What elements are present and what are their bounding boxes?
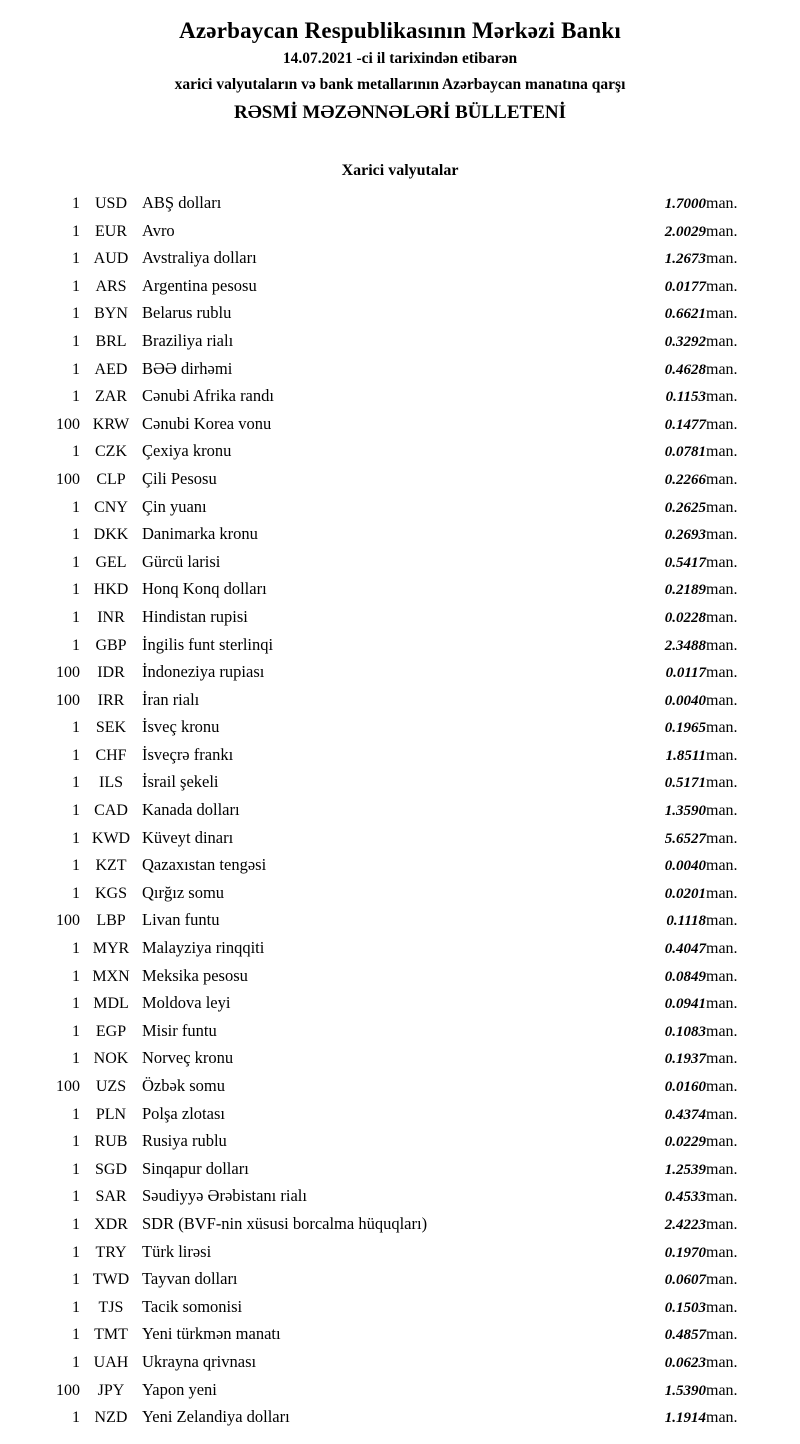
currency-code: HKD: [93, 581, 129, 599]
table-row: [28, 273, 772, 301]
currency-units: 1: [72, 1298, 80, 1316]
currency-units: 1: [72, 360, 80, 378]
rate-unit-label: man.: [706, 829, 738, 847]
currency-rate: 1.8511: [665, 747, 706, 764]
currency-name: İsveç kronu: [142, 717, 220, 737]
currency-code: KZT: [95, 857, 127, 875]
rate-unit-label: man.: [706, 857, 738, 875]
currency-code: CAD: [94, 802, 128, 820]
currency-code: KGS: [94, 884, 127, 902]
table-row: [28, 190, 772, 218]
currency-code: UZS: [95, 1078, 127, 1095]
currency-rate: 0.0040: [664, 692, 706, 709]
currency-code: NOK: [93, 1050, 129, 1068]
currency-name: Yeni Zelandiya dolları: [142, 1407, 290, 1427]
section-title: Xarici valyutalar: [341, 162, 459, 179]
currency-rate: 0.0201: [664, 885, 706, 902]
currency-name: Cənubi Afrika randı: [142, 386, 274, 406]
currency-name: Ukrayna qrivnası: [142, 1351, 257, 1371]
table-row: [28, 521, 772, 549]
rate-unit-label: man.: [706, 1050, 738, 1068]
currency-code: KRW: [92, 415, 130, 433]
currency-units: 1: [72, 332, 80, 350]
currency-name: Qazaxıstan tengəsi: [142, 855, 267, 875]
rate-unit-label: man.: [706, 802, 738, 820]
table-row: [28, 1321, 772, 1349]
currency-rate: 0.4374: [664, 1106, 706, 1123]
currency-name: Argentina pesosu: [142, 275, 257, 295]
table-row: [28, 1377, 772, 1405]
currency-rate: 0.2693: [664, 527, 706, 544]
currency-code: EGP: [95, 1022, 127, 1040]
currency-code: MYR: [92, 940, 130, 958]
currency-code: KWD: [91, 829, 131, 847]
currency-name: Küveyt dinarı: [142, 827, 234, 847]
currency-units: 1: [72, 608, 80, 626]
currency-code: USD: [94, 195, 127, 212]
currency-code: BRL: [95, 332, 127, 350]
rate-unit-label: man.: [706, 470, 738, 488]
currency-code: GBP: [95, 636, 127, 654]
currency-name: Qırğız somu: [142, 882, 225, 902]
currency-rate: 0.0229: [664, 1134, 706, 1151]
rate-unit-label: man.: [706, 332, 738, 350]
currency-units: 1: [72, 1133, 80, 1151]
currency-name: Moldova leyi: [142, 993, 231, 1013]
currency-rate: 0.0941: [664, 996, 706, 1013]
currency-rates-body: [28, 190, 772, 1432]
currency-rates-table: [28, 190, 772, 1432]
currency-code: INR: [97, 608, 125, 626]
currency-units: 1: [72, 526, 80, 544]
rate-unit-label: man.: [706, 940, 738, 958]
currency-rate: 0.2266: [664, 471, 706, 488]
currency-rate: 0.3292: [664, 333, 706, 350]
currency-units: 1: [72, 1243, 80, 1261]
table-row: [28, 880, 772, 908]
currency-code: CLP: [96, 470, 126, 488]
currency-code: TRY: [95, 1243, 127, 1261]
currency-rate: 2.3488: [664, 637, 706, 654]
table-row: [28, 1239, 772, 1267]
table-row: [28, 300, 772, 328]
currency-rate: 1.7000: [664, 196, 706, 212]
currency-rate: 0.0177: [664, 278, 706, 295]
currency-rate: 0.2189: [664, 582, 706, 599]
currency-units: 1: [72, 388, 80, 406]
rate-unit-label: man.: [706, 1326, 738, 1344]
rate-unit-label: man.: [706, 884, 738, 902]
rate-unit-label: man.: [706, 305, 738, 323]
currency-name: Avstraliya dolları: [142, 248, 257, 268]
table-row: [28, 1294, 772, 1322]
currency-code: CHF: [95, 746, 127, 764]
currency-code: ZAR: [95, 388, 127, 406]
currency-rate: 0.5417: [664, 554, 706, 571]
table-row: [28, 1101, 772, 1129]
currency-name: Malayziya rinqqiti: [142, 938, 265, 958]
table-row: [28, 797, 772, 825]
rate-unit-label: man.: [706, 719, 738, 737]
currency-name: Livan funtu: [142, 910, 220, 930]
table-row: [28, 604, 772, 632]
table-row: [28, 769, 772, 797]
currency-code: DKK: [93, 526, 129, 544]
rate-unit-label: man.: [706, 664, 738, 682]
rate-unit-label: man.: [706, 1215, 738, 1233]
currency-name: Yapon yeni: [142, 1379, 217, 1399]
currency-name: Honq Konq dolları: [142, 579, 267, 599]
currency-units: 1: [72, 553, 80, 571]
currency-units: 100: [56, 1078, 80, 1095]
currency-rate: 0.1118: [666, 913, 706, 930]
rate-unit-label: man.: [706, 553, 738, 571]
currency-rate: 0.1965: [664, 720, 706, 737]
table-row: [28, 1404, 772, 1432]
rate-unit-label: man.: [706, 1078, 738, 1095]
currency-units: 1: [72, 305, 80, 323]
currency-name: İran rialı: [142, 689, 200, 709]
currency-units: 1: [72, 719, 80, 737]
currency-rate: 0.4047: [664, 941, 706, 958]
currency-name: Türk lirəsi: [142, 1241, 212, 1261]
subtitle-line-1: xarici valyutaların və bank metallarının Azərbaycan manatına qarşı: [174, 76, 626, 93]
currency-rate: 0.0117: [665, 665, 706, 682]
currency-units: 100: [56, 691, 80, 709]
table-row: [28, 1349, 772, 1377]
currency-rate: 1.5390: [664, 1382, 706, 1399]
currency-code: TJS: [98, 1298, 124, 1316]
currency-code: TWD: [92, 1271, 130, 1289]
rate-unit-label: man.: [706, 691, 738, 709]
currency-code: LBP: [96, 912, 126, 930]
currency-name: ABŞ dolları: [142, 193, 222, 212]
currency-rate: 0.4857: [664, 1327, 706, 1344]
table-row: [28, 659, 772, 687]
table-row: [28, 714, 772, 742]
currency-units: 100: [56, 470, 80, 488]
table-row: [28, 438, 772, 466]
currency-code: TMT: [94, 1326, 128, 1344]
currency-name: BƏƏ dirhəmi: [142, 358, 233, 378]
currency-name: Braziliya rialı: [142, 330, 234, 350]
currency-code: UAH: [93, 1353, 129, 1371]
currency-units: 1: [72, 1022, 80, 1040]
currency-rate: 0.0040: [664, 858, 706, 875]
currency-code: CZK: [95, 443, 127, 461]
currency-rate: 0.0228: [664, 609, 706, 626]
currency-rate: 1.3590: [664, 803, 706, 820]
table-row: [28, 1156, 772, 1184]
currency-units: 1: [72, 1409, 80, 1427]
currency-units: 1: [72, 802, 80, 820]
rate-unit-label: man.: [706, 1133, 738, 1151]
currency-rate: 1.2673: [664, 251, 706, 268]
rate-unit-label: man.: [706, 912, 738, 930]
table-row: [28, 990, 772, 1018]
currency-code: GEL: [95, 553, 127, 571]
currency-code: IDR: [97, 664, 125, 682]
table-row: [28, 852, 772, 880]
rate-unit-label: man.: [706, 608, 738, 626]
table-row: [28, 245, 772, 273]
currency-rate: 0.1937: [664, 1051, 706, 1068]
table-row: [28, 328, 772, 356]
rate-unit-label: man.: [706, 1409, 738, 1427]
subtitle-line-2: RƏSMİ MƏZƏNNƏLƏRİ BÜLLETENİ: [233, 102, 566, 123]
rate-unit-label: man.: [706, 746, 738, 764]
currency-name: SDR (BVF-nin xüsusi borcalma hüquqları): [142, 1213, 428, 1233]
table-row: [28, 494, 772, 522]
table-row: [28, 1211, 772, 1239]
currency-rate: 1.1914: [664, 1410, 706, 1427]
currency-rate: 0.1083: [664, 1023, 706, 1040]
table-row: [28, 356, 772, 384]
rate-unit-label: man.: [706, 1105, 738, 1123]
currency-units: 1: [72, 250, 80, 268]
table-row: [28, 1073, 772, 1101]
document-header: [28, 18, 772, 124]
table-row: [28, 1128, 772, 1156]
currency-units: 100: [56, 912, 80, 930]
currency-units: 1: [72, 884, 80, 902]
rate-unit-label: man.: [706, 1188, 738, 1206]
currency-rate: 0.0160: [664, 1079, 706, 1095]
currency-rate: 0.1153: [665, 389, 706, 406]
currency-units: 1: [72, 443, 80, 461]
rate-unit-label: man.: [706, 1298, 738, 1316]
currency-units: 1: [72, 1271, 80, 1289]
currency-units: 1: [72, 195, 80, 212]
currency-code: EUR: [95, 222, 127, 240]
currency-name: Yeni türkmən manatı: [142, 1324, 281, 1344]
currency-code: SEK: [95, 719, 127, 737]
currency-units: 1: [72, 967, 80, 985]
table-row: [28, 1183, 772, 1211]
currency-name: Misir funtu: [142, 1020, 217, 1040]
table-row: [28, 632, 772, 660]
currency-name: Çin yuanı: [142, 496, 207, 516]
currency-units: 1: [72, 1326, 80, 1344]
table-row: [28, 466, 772, 494]
table-row: [28, 907, 772, 935]
rate-unit-label: man.: [706, 1381, 738, 1399]
rate-unit-label: man.: [706, 360, 738, 378]
currency-name: Özbək somu: [142, 1076, 225, 1095]
currency-code: SAR: [95, 1188, 127, 1206]
currency-name: Norveç kronu: [142, 1048, 234, 1068]
currency-code: ARS: [95, 277, 127, 295]
currency-units: 1: [72, 940, 80, 958]
currency-rate: 2.4223: [664, 1216, 706, 1233]
currency-name: İndoneziya rupiası: [142, 662, 265, 682]
currency-units: 1: [72, 1160, 80, 1178]
bank-name: Azərbaycan Respublikasının Mərkəzi Bankı: [179, 18, 621, 43]
table-row: [28, 963, 772, 991]
rate-unit-label: man.: [706, 277, 738, 295]
currency-name: Sinqapur dolları: [142, 1158, 249, 1178]
currency-name: Polşa zlotası: [142, 1103, 225, 1123]
currency-units: 100: [56, 415, 80, 433]
rate-unit-label: man.: [706, 995, 738, 1013]
table-row: [28, 576, 772, 604]
currency-name: İngilis funt sterlinqi: [142, 634, 274, 654]
currency-rate: 0.1503: [664, 1299, 706, 1316]
currency-code: PLN: [95, 1105, 127, 1123]
rate-unit-label: man.: [706, 526, 738, 544]
currency-code: AED: [94, 360, 128, 378]
table-row: [28, 1018, 772, 1046]
currency-units: 1: [72, 1215, 80, 1233]
currency-name: İsveçrə frankı: [142, 744, 234, 764]
rate-unit-label: man.: [706, 1271, 738, 1289]
currency-units: 1: [72, 581, 80, 599]
currency-units: 1: [72, 1105, 80, 1123]
currency-rate: 0.0781: [664, 444, 706, 461]
currency-code: NZD: [94, 1409, 128, 1427]
currency-rate: 0.1970: [664, 1244, 706, 1261]
rate-unit-label: man.: [706, 443, 738, 461]
rate-unit-label: man.: [706, 498, 738, 516]
currency-units: 1: [72, 829, 80, 847]
currency-rate: 0.0623: [664, 1354, 706, 1371]
table-row: [28, 549, 772, 577]
currency-units: 100: [56, 1381, 80, 1399]
rate-unit-label: man.: [706, 581, 738, 599]
currency-name: Kanada dolları: [142, 800, 240, 820]
rate-unit-label: man.: [706, 1022, 738, 1040]
currency-rate: 0.0849: [664, 968, 706, 985]
currency-name: Tacik somonisi: [142, 1296, 243, 1316]
currency-name: Rusiya rublu: [142, 1131, 227, 1151]
currency-units: 1: [72, 222, 80, 240]
effective-date: 14.07.2021 -ci il tarixindən etibarən: [282, 50, 518, 67]
table-row: [28, 1045, 772, 1073]
rate-unit-label: man.: [706, 415, 738, 433]
currency-units: 1: [72, 857, 80, 875]
table-row: [28, 935, 772, 963]
rate-unit-label: man.: [706, 1160, 738, 1178]
currency-code: JPY: [97, 1381, 125, 1399]
rate-unit-label: man.: [706, 774, 738, 792]
currency-code: CNY: [94, 498, 128, 516]
table-row: [28, 742, 772, 770]
rate-unit-label: man.: [706, 1243, 738, 1261]
currency-units: 1: [72, 277, 80, 295]
currency-units: 1: [72, 1188, 80, 1206]
currency-rate: 1.2539: [664, 1161, 706, 1178]
currency-name: Səudiyyə Ərəbistanı rialı: [142, 1186, 307, 1206]
rate-unit-label: man.: [706, 222, 738, 240]
currency-rate: 0.1477: [664, 416, 706, 433]
currency-rate: 0.4533: [664, 1189, 706, 1206]
currency-units: 1: [72, 1050, 80, 1068]
currency-rate: 5.6527: [664, 830, 706, 847]
table-row: [28, 825, 772, 853]
currency-units: 1: [72, 1353, 80, 1371]
currency-code: BYN: [94, 305, 128, 323]
currency-units: 1: [72, 636, 80, 654]
currency-code: ILS: [99, 774, 123, 792]
currency-name: Danimarka kronu: [142, 524, 258, 544]
table-row: [28, 1266, 772, 1294]
currency-code: IRR: [97, 691, 125, 709]
currency-rate: 0.2625: [664, 499, 706, 516]
currency-name: Çili Pesosu: [142, 468, 217, 488]
currency-units: 100: [56, 664, 80, 682]
currency-code: MXN: [92, 967, 130, 985]
currency-code: RUB: [94, 1133, 128, 1151]
table-row: [28, 383, 772, 411]
table-row: [28, 687, 772, 715]
rate-unit-label: man.: [706, 636, 738, 654]
table-row: [28, 218, 772, 246]
currency-name: Gürcü larisi: [142, 551, 221, 571]
currency-name: Cənubi Korea vonu: [142, 413, 272, 433]
currency-rate: 0.5171: [664, 775, 706, 792]
currency-rate: 0.0607: [664, 1272, 706, 1289]
currency-code: XDR: [94, 1215, 128, 1233]
currency-units: 1: [72, 498, 80, 516]
currency-name: Avro: [142, 220, 175, 240]
table-row: [28, 411, 772, 439]
currency-name: Meksika pesosu: [142, 965, 248, 985]
currency-name: İsrail şekeli: [142, 772, 219, 792]
currency-name: Tayvan dolları: [142, 1269, 238, 1289]
rate-unit-label: man.: [706, 967, 738, 985]
currency-name: Hindistan rupisi: [142, 606, 248, 626]
rate-unit-label: man.: [706, 388, 738, 406]
currency-name: Çexiya kronu: [142, 441, 232, 461]
currency-rate: 0.6621: [664, 306, 706, 323]
currency-rate: 0.4628: [664, 361, 706, 378]
rate-unit-label: man.: [706, 1353, 738, 1371]
currency-code: AUD: [93, 250, 129, 268]
currency-code: SGD: [94, 1160, 127, 1178]
currency-units: 1: [72, 746, 80, 764]
currency-code: MDL: [93, 995, 129, 1013]
currency-rate: 2.0029: [664, 223, 706, 240]
currency-name: Belarus rublu: [142, 303, 232, 323]
rate-unit-label: man.: [706, 195, 738, 212]
currency-units: 1: [72, 995, 80, 1013]
currency-units: 1: [72, 774, 80, 792]
rate-unit-label: man.: [706, 250, 738, 268]
